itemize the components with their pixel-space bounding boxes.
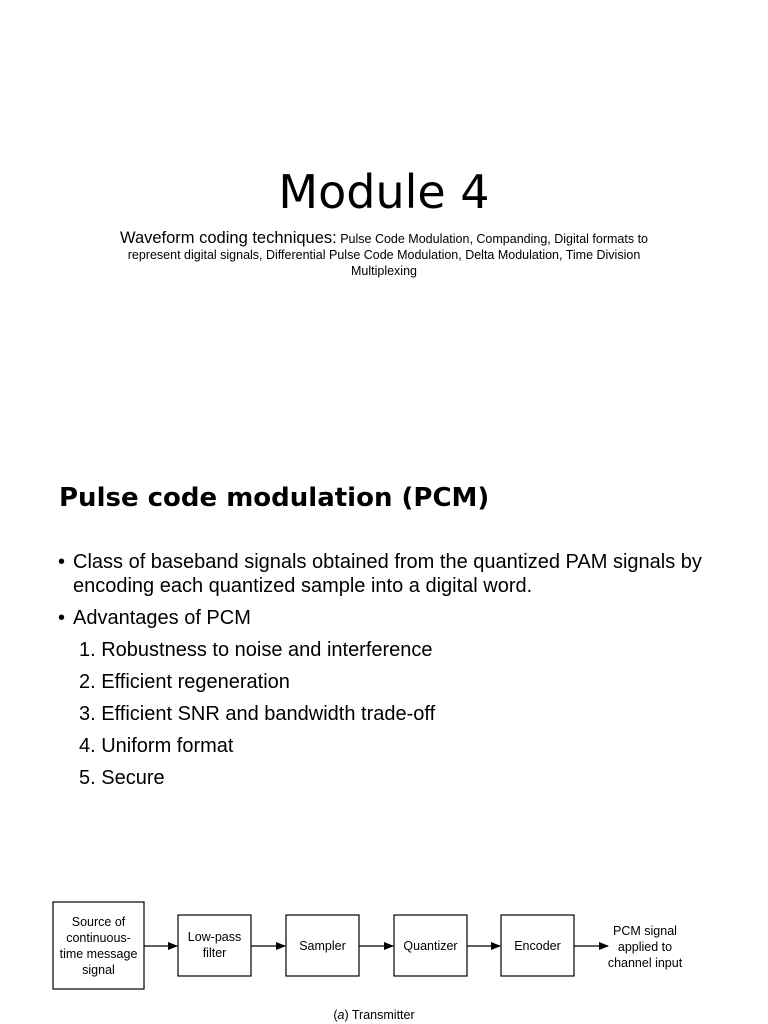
caption-text: Transmitter	[348, 1008, 415, 1022]
bullet-marker: •	[58, 607, 66, 629]
slide-pcm	[0, 450, 768, 1024]
block-encoder-label: Encoder	[514, 939, 561, 953]
block-encoder	[501, 915, 574, 976]
block-sampler	[286, 915, 359, 976]
advantage-item: 2. Efficient regeneration	[79, 671, 290, 693]
subtitle	[96, 230, 672, 279]
output-label-line: applied to	[617, 940, 673, 954]
block-source-label: signal	[82, 963, 115, 977]
block-source	[53, 902, 144, 989]
output-label-line: PCM signal	[613, 924, 677, 938]
block-source-label: time message	[59, 947, 138, 961]
block-diagram-svg	[0, 890, 768, 1024]
block-quantizer-label: Quantizer	[403, 939, 458, 953]
bullet-list	[58, 550, 738, 798]
caption-letter: a	[337, 1008, 345, 1022]
block-lowpass-label: filter	[202, 946, 227, 960]
diagram-caption: (a) Transmitter	[333, 1008, 415, 1022]
section-heading: Pulse code modulation (PCM)	[59, 483, 490, 513]
subtitle-topics: Pulse Code Modulation, Companding, Digital formats to represent digital signals, Differential Pulse Code Modulation, Delta Modulation, Time Division Multiplexing	[127, 232, 649, 278]
bullet-text: Class of baseband signals obtained from the quantized PAM signals by encoding each quantized sample into a digital word.	[73, 551, 702, 597]
output-label-line: channel input	[607, 956, 683, 970]
page-title: Module 4	[278, 165, 490, 219]
bullet-item	[58, 606, 738, 630]
pcm-transmitter-diagram	[0, 890, 768, 1024]
block-quantizer	[394, 915, 467, 976]
block-lowpass-filter	[178, 915, 251, 976]
block-sampler-label: Sampler	[299, 939, 346, 953]
bullet-marker: •	[58, 551, 66, 573]
block-source-label: continuous-	[66, 931, 131, 945]
bullet-text: Advantages of PCM	[73, 607, 251, 629]
bullet-item	[58, 550, 738, 598]
advantage-item: 4. Uniform format	[79, 735, 234, 757]
block-lowpass-label: Low-pass	[187, 930, 242, 944]
output-label	[608, 924, 683, 970]
advantage-item: 3. Efficient SNR and bandwidth trade-off	[79, 703, 436, 725]
block-source-label: Source of	[71, 915, 126, 929]
slide-title	[0, 0, 768, 450]
advantage-item: 1. Robustness to noise and interference	[79, 639, 433, 661]
advantage-item: 5. Secure	[79, 767, 165, 789]
subtitle-lead: Waveform coding techniques:	[119, 229, 337, 247]
